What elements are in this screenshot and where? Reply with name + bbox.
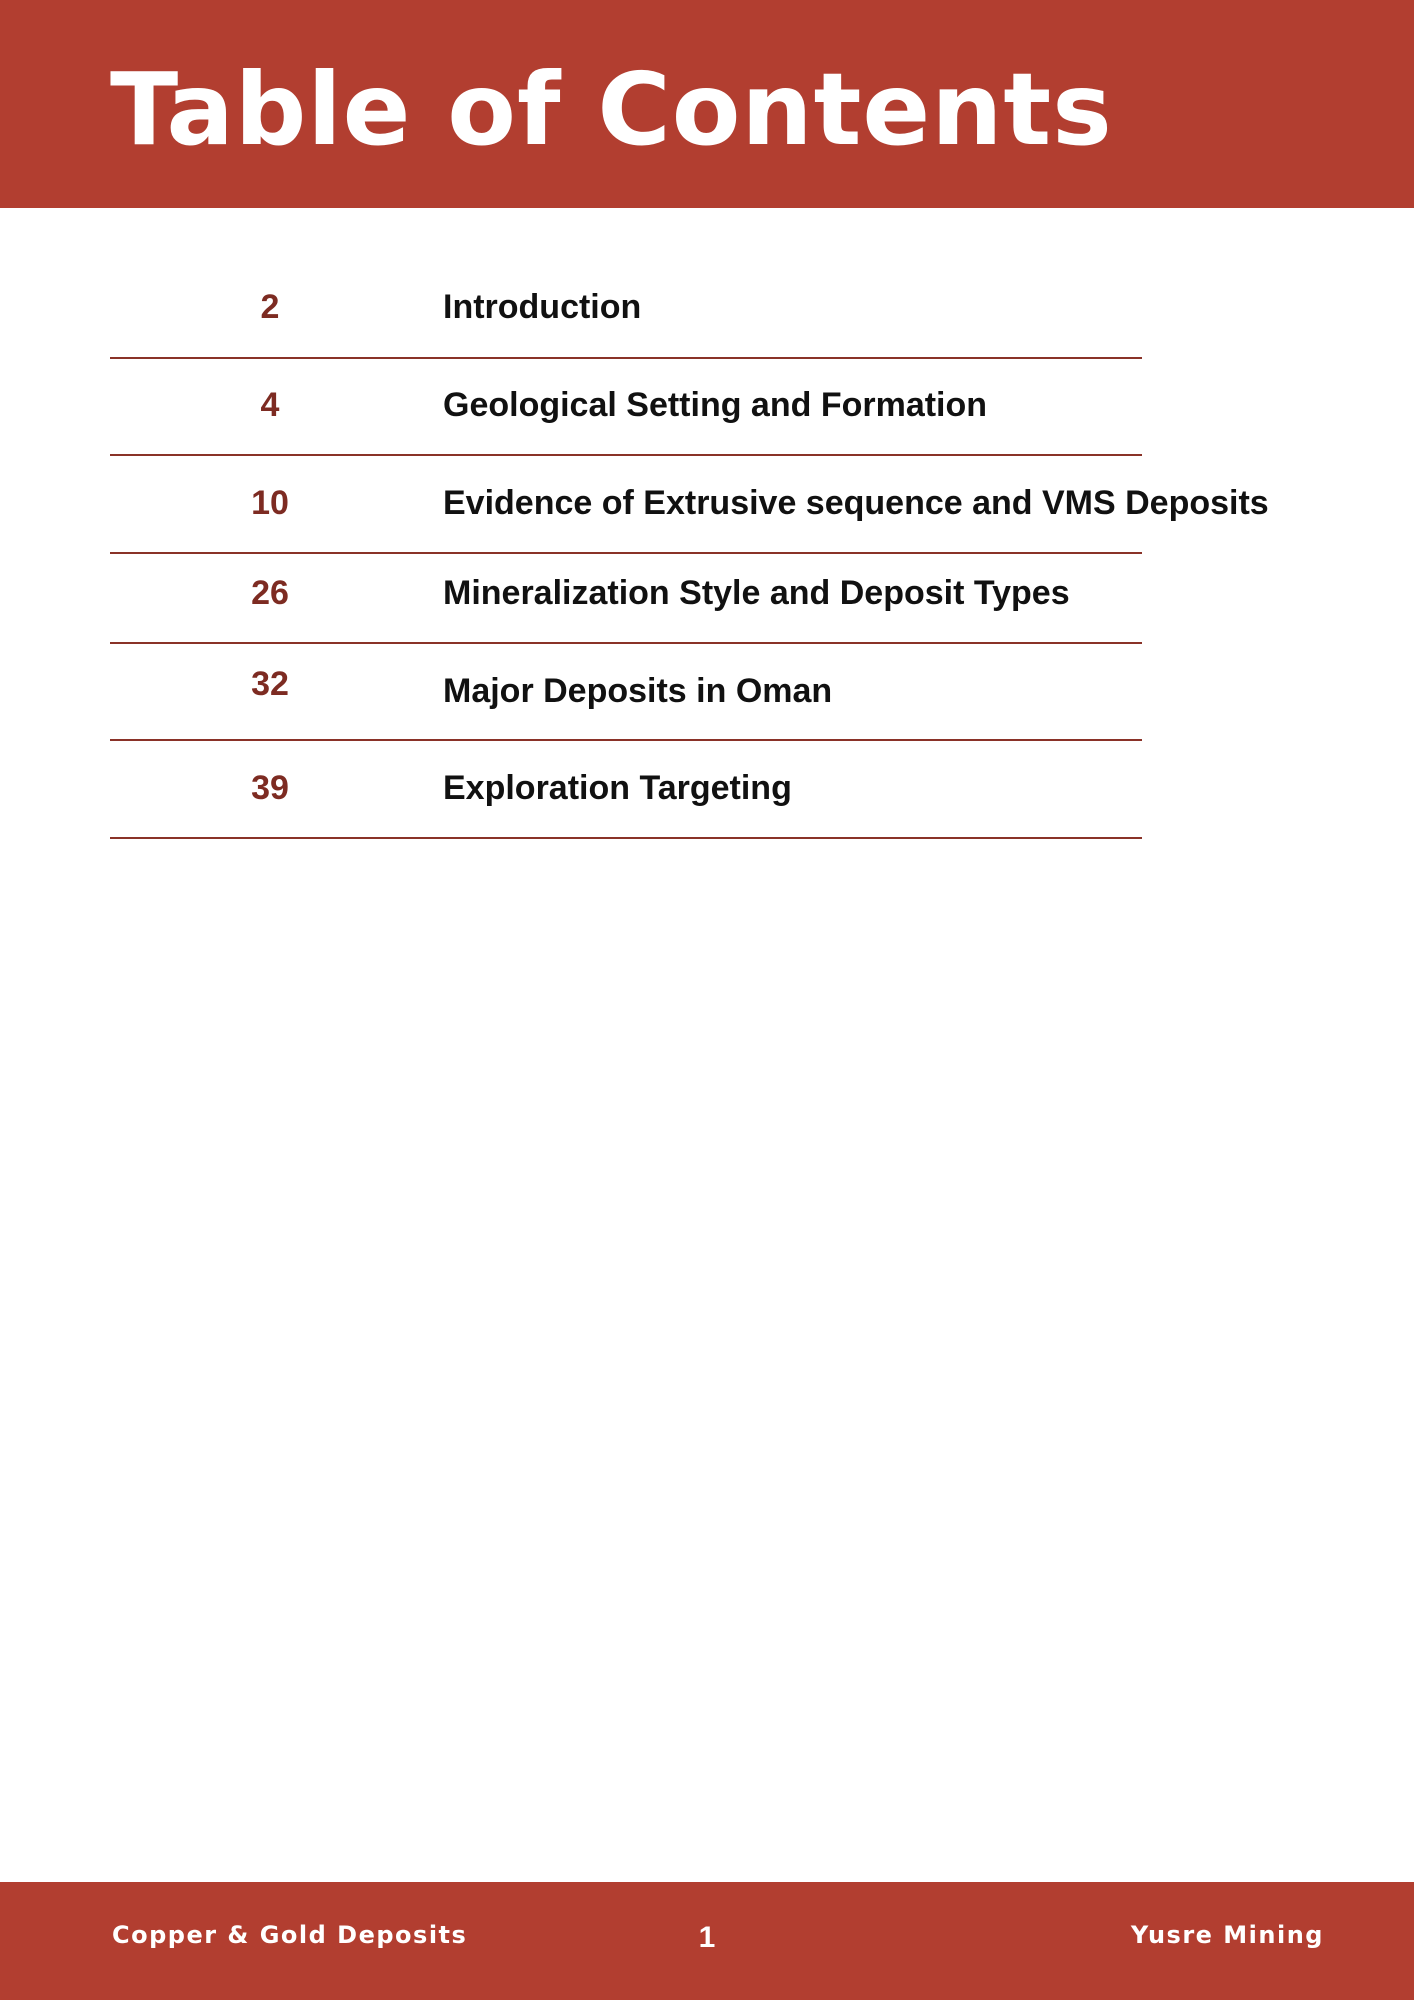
footer-document-title: Copper & Gold Deposits <box>112 1921 468 1949</box>
toc-entry-title: Major Deposits in Oman <box>443 672 833 710</box>
toc-page-number: 4 <box>260 386 280 424</box>
toc-entry-title: Mineralization Style and Deposit Types <box>443 574 1070 612</box>
toc-page-number: 32 <box>251 665 289 703</box>
toc-divider <box>110 642 1142 644</box>
footer-page-number: 1 <box>698 1921 716 1954</box>
toc-page-number: 2 <box>260 288 280 326</box>
toc-divider <box>110 837 1142 839</box>
page-title: Table of Contents <box>110 51 1113 168</box>
toc-page-number: 39 <box>251 769 289 807</box>
toc-page-number: 26 <box>251 574 289 612</box>
toc-divider <box>110 552 1142 554</box>
toc-entry-title: Evidence of Extrusive sequence and VMS Deposits <box>443 484 1269 522</box>
toc-entry-title: Exploration Targeting <box>443 769 792 807</box>
toc-divider <box>110 357 1142 359</box>
toc-entry-title: Geological Setting and Formation <box>443 386 988 424</box>
toc-entry-title: Introduction <box>443 288 642 326</box>
toc-divider <box>110 739 1142 741</box>
toc-page-number: 10 <box>251 484 289 522</box>
footer-company-name: Yusre Mining <box>1130 1921 1324 1949</box>
toc-divider <box>110 454 1142 456</box>
header-band <box>0 0 1414 208</box>
